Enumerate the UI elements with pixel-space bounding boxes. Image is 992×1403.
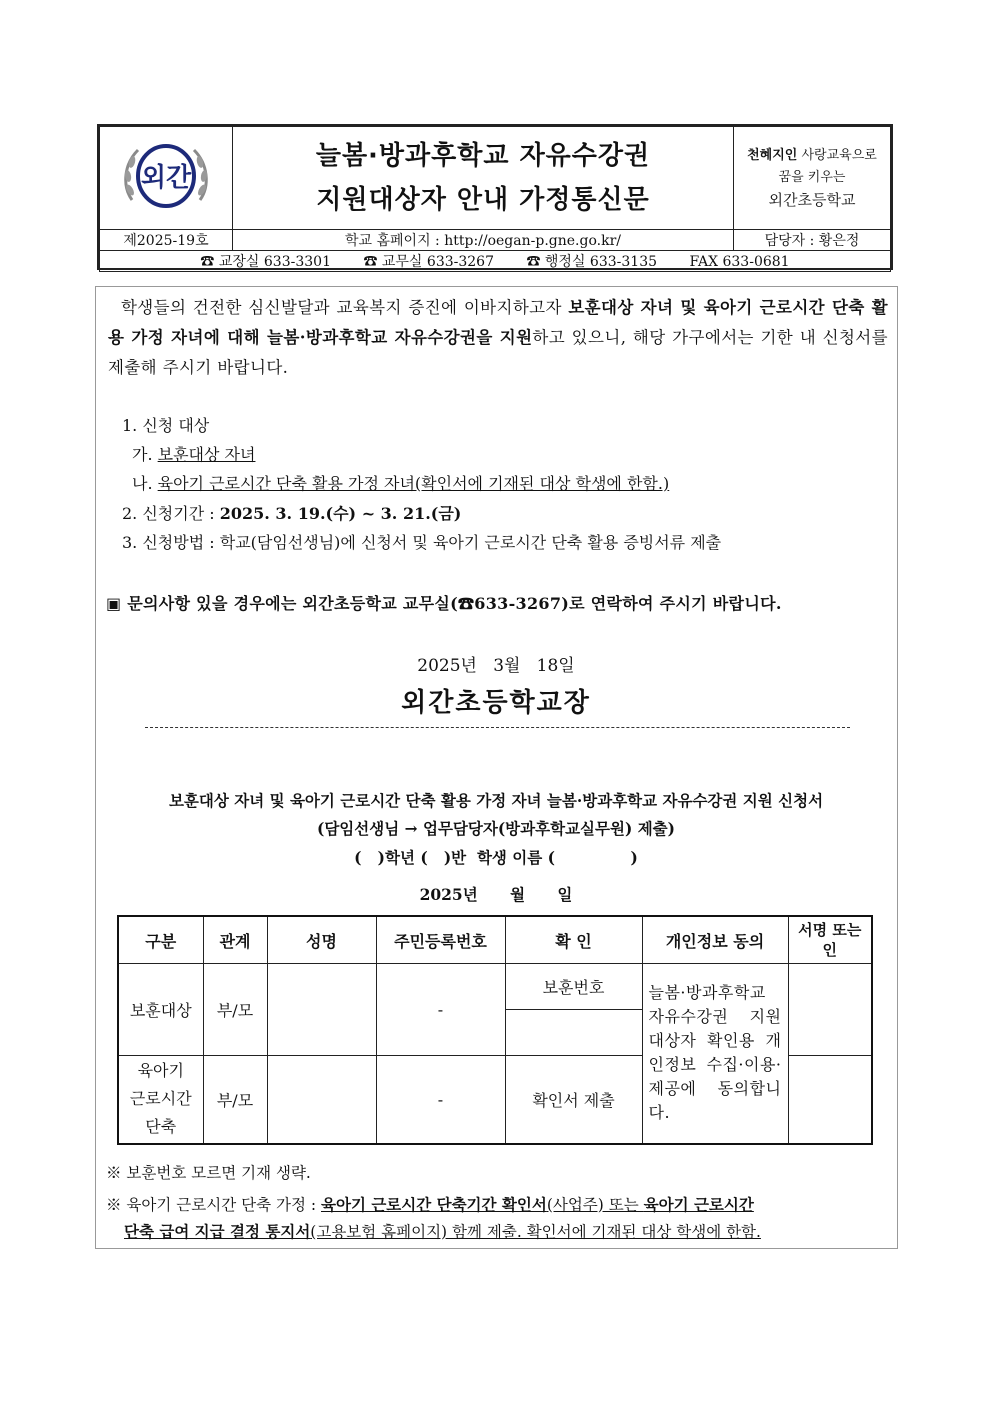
document-title-line1: 늘봄·방과후학교 자유수강권 bbox=[315, 141, 651, 171]
col-rrn: 주민등록번호 bbox=[376, 916, 505, 964]
col-confirm: 확 인 bbox=[505, 916, 642, 964]
note-1: ※ 보훈번호 모르면 기재 생략. bbox=[106, 1164, 311, 1182]
row2-rrn-field[interactable]: - bbox=[376, 1056, 505, 1144]
table-header-row bbox=[118, 916, 872, 964]
col-relation: 관계 bbox=[203, 916, 267, 964]
item-3: 3. 신청방법 : 학교(담임선생님)에 신청서 및 육아기 근로시간 단축 활용 증빙서류 제출 bbox=[122, 533, 722, 552]
title-cell bbox=[233, 127, 734, 230]
row1-rrn-field[interactable]: - bbox=[376, 964, 505, 1056]
cut-line bbox=[145, 727, 850, 728]
inquiry-notice: ▣ 문의사항 있을 경우에는 외간초등학교 교무실(☎633-3267)로 연락하여 주시기 바랍니다. bbox=[106, 594, 782, 613]
manager-name: 담당자 : 황은정 bbox=[734, 230, 891, 251]
form-subtitle: (담임선생님 → 업무담당자(방과후학교실무원) 제출) bbox=[317, 819, 675, 838]
table-row bbox=[118, 964, 872, 1010]
form-date-line[interactable]: 2025년 월 일 bbox=[419, 885, 573, 904]
document-title-line2: 지원대상자 안내 가정통신문 bbox=[316, 185, 650, 215]
row1-signature-field[interactable] bbox=[788, 964, 872, 1056]
consent-text: 늘봄·방과후학교 자유수강권 지원 대상자 확인용 개인정보 수집·이용·제공에 동의합니다. bbox=[642, 964, 788, 1144]
row2-name-field[interactable] bbox=[267, 1056, 376, 1144]
note-2: ※ 육아기 근로시간 단축 가정 : 육아기 근로시간 단축기간 확인서(사업주) 또는 육아기 근로시간 bbox=[106, 1195, 754, 1214]
col-name: 성명 bbox=[267, 916, 376, 964]
fax-number: FAX 633-0681 bbox=[689, 254, 790, 270]
item-1: 1. 신청 대상 bbox=[122, 416, 210, 435]
student-info-line[interactable]: ( )학년 ( )반 학생 이름 ( ) bbox=[354, 848, 638, 867]
issue-date: 2025년 3월 18일 bbox=[417, 656, 575, 676]
letter-header bbox=[97, 124, 893, 270]
col-category: 구분 bbox=[118, 916, 203, 964]
phone-numbers bbox=[100, 251, 891, 272]
application-table bbox=[117, 915, 873, 1145]
row2-signature-field[interactable] bbox=[788, 1056, 872, 1144]
form-title: 보훈대상 자녀 및 육아기 근로시간 단축 활용 가정 자녀 늘봄·방과후학교 자유수강권 지원 신청서 bbox=[168, 791, 824, 810]
row1-confirm-field[interactable] bbox=[505, 1010, 642, 1056]
motto-line1: 천혜지인 사랑교육으로 bbox=[747, 148, 877, 163]
row1-name-field[interactable] bbox=[267, 964, 376, 1056]
principal-signature: 외간초등학교장 bbox=[401, 688, 591, 718]
homepage-url[interactable]: 학교 홈페이지 : http://oegan-p.gne.go.kr/ bbox=[233, 230, 734, 251]
col-signature: 서명 또는 인 bbox=[788, 916, 872, 964]
intro-paragraph: 학생들의 건전한 심신발달과 교육복지 증진에 이바지하고자 보훈대상 자녀 및 육아기 근로시간 단축 활용 가정 자녀에 대해 늘봄·방과후학교 자유수강권을 지원하고 있으니, 해당 가구에서는 기한 내 신청서를 제출해 주시기 바랍니다. bbox=[108, 298, 888, 377]
row2-confirm: 확인서 제출 bbox=[505, 1056, 642, 1144]
school-name: 외간초등학교 bbox=[768, 191, 856, 209]
row2-relation: 부/모 bbox=[203, 1056, 267, 1144]
row2-category: 육아기 근로시간 단축 bbox=[118, 1056, 203, 1144]
svg-text:외간: 외간 bbox=[140, 163, 192, 193]
motto-line2: 꿈을 키우는 bbox=[778, 170, 846, 185]
item-2: 2. 신청기간 : 2025. 3. 19.(수) ~ 3. 21.(금) bbox=[122, 504, 462, 523]
item-1b: 나. 육아기 근로시간 단축 활용 가정 자녀(확인서에 기재된 대상 학생에 한함.) bbox=[132, 474, 670, 493]
school-motto-cell bbox=[734, 127, 891, 230]
item-1a: 가. 보훈대상 자녀 bbox=[132, 445, 256, 464]
col-consent: 개인정보 동의 bbox=[642, 916, 788, 964]
school-logo-icon bbox=[118, 138, 214, 218]
doc-number: 제2025-19호 bbox=[100, 230, 233, 251]
phone-principal: ☎ 교장실 633-3301 bbox=[200, 254, 331, 270]
school-logo-cell bbox=[100, 127, 233, 230]
phone-teachers: ☎ 교무실 633-3267 bbox=[363, 254, 494, 270]
row1-category: 보훈대상 bbox=[118, 964, 203, 1056]
row1-relation: 부/모 bbox=[203, 964, 267, 1056]
note-2-cont: 단축 급여 지급 결정 통지서(고용보험 홈페이지) 함께 제출. 확인서에 기재된 대상 학생에 한함. bbox=[124, 1222, 761, 1241]
phone-admin: ☎ 행정실 633-3135 bbox=[526, 254, 658, 270]
row1-confirm-label: 보훈번호 bbox=[505, 964, 642, 1010]
